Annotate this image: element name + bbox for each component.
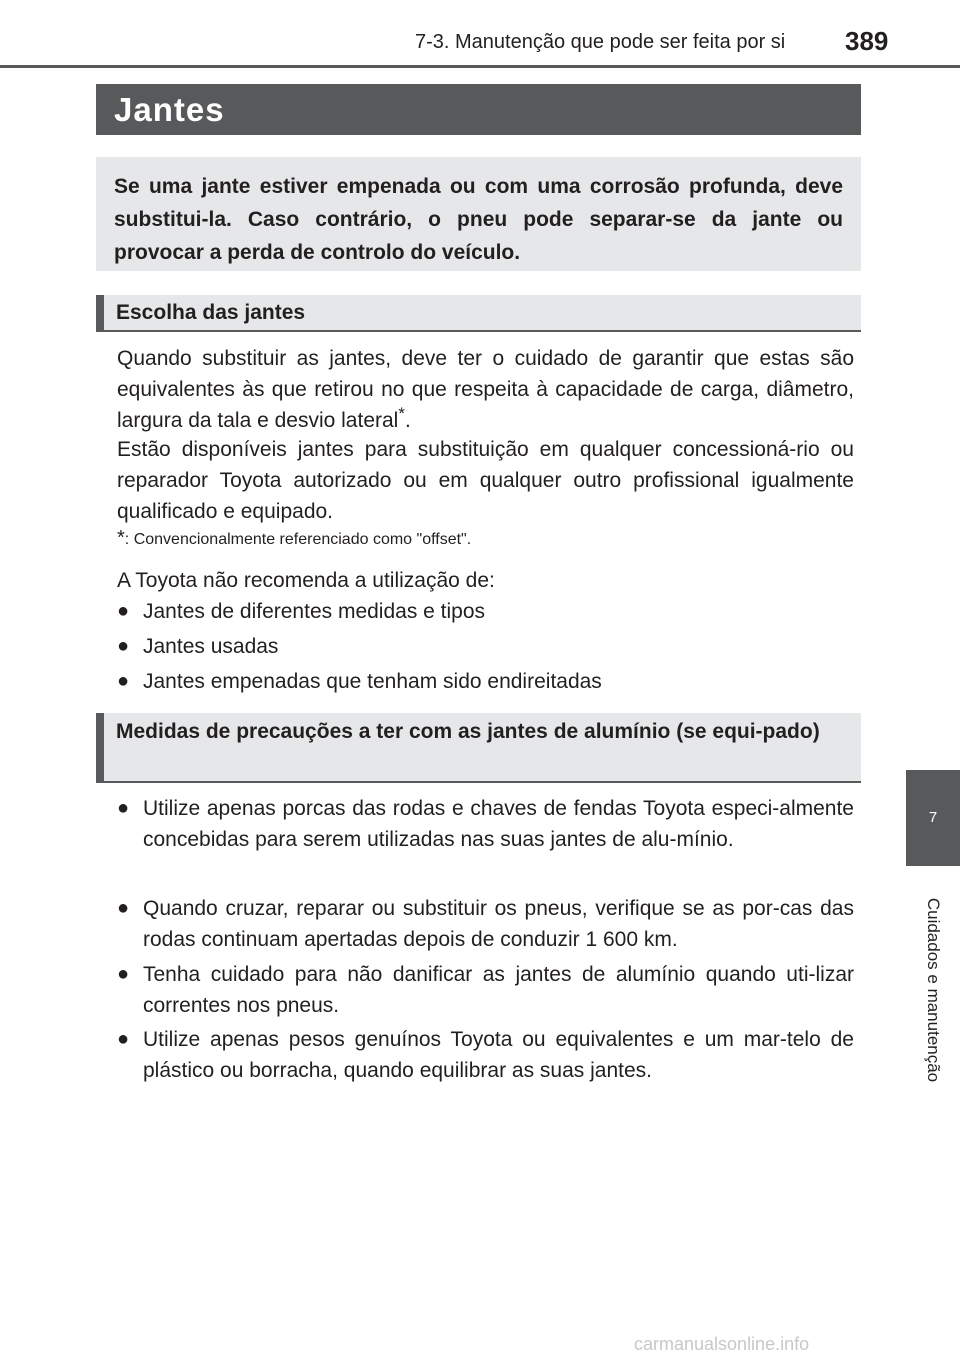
section-heading-wheel-choice: Escolha das jantes [96, 295, 861, 332]
list-item [117, 631, 854, 662]
list-item-text: Quando cruzar, reparar ou substituir os pneus, verifique se as por-cas das rodas continuam apertadas depois de conduzir 1 600 km. [143, 897, 854, 951]
list-item-text: Utilize apenas porcas das rodas e chaves de fendas Toyota especi-almente concebidas para serem utilizadas nas suas jantes de alu-mínio. [143, 797, 854, 851]
list-item [117, 959, 854, 1021]
list-item-text: Jantes de diferentes medidas e tipos [143, 600, 486, 623]
footnote [117, 527, 854, 551]
list-item [117, 596, 854, 627]
footnote-asterisk: * [117, 527, 125, 549]
section-reference: 7-3. Manutenção que pode ser feita por si [415, 31, 786, 53]
recommendation-lead: A Toyota não recomenda a utilização de: [117, 569, 495, 592]
list-item-text: Utilize apenas pesos genuínos Toyota ou equivalentes e um mar-telo de plástico ou borracha, quando equilibrar as suas jantes. [143, 1028, 854, 1082]
intro-box: Se uma jante estiver empenada ou com uma corrosão profunda, deve substitui-la. Caso contrário, o pneu pode separar-se da jante ou provocar a perda de controlo do veículo. [96, 157, 861, 271]
bullet-icon: ● [117, 635, 130, 657]
list-item [117, 793, 854, 855]
paragraph-period: . [404, 409, 411, 432]
list-item [117, 893, 854, 955]
list-item [117, 666, 854, 697]
page-title-bar [96, 84, 861, 135]
list-item [117, 1024, 854, 1086]
list-item-text: Tenha cuidado para não danificar as jantes de alumínio quando uti-lizar correntes nos pneus. [143, 963, 854, 1017]
footnote-text: : Convencionalmente referenciado como "offset". [124, 531, 472, 548]
footnote-marker: * [398, 404, 405, 423]
paragraph-text: Quando substituir as jantes, deve ter o cuidado de garantir que estas são equivalentes às que retirou no que respeita à capacidade de carga, diâmetro, largura da tala e desvio lateral [117, 347, 854, 432]
chapter-label: Cuidados e manutenção [924, 897, 943, 1083]
bullet-icon: ● [117, 600, 130, 622]
chapter-tab: 7 [906, 770, 960, 866]
section-heading-aluminium-precautions: Medidas de precauções a ter com as jantes de alumínio (se equi-pado) [96, 713, 861, 783]
header-rule [0, 65, 960, 68]
paragraph-availability: Estão disponíveis jantes para substituição em qualquer concessioná-rio ou reparador Toyota autorizado ou em qualquer outro profissional igualmente qualificado e equipado. [117, 438, 854, 523]
page-number: 389 [845, 26, 889, 56]
bullet-icon: ● [117, 670, 130, 692]
list-item-text: Jantes usadas [143, 635, 279, 658]
bullet-icon: ● [117, 897, 130, 919]
running-header [0, 0, 960, 66]
list-item-text: Jantes empenadas que tenham sido endireitadas [143, 670, 602, 693]
page-title: Jantes [114, 91, 225, 128]
bullet-icon: ● [117, 1028, 130, 1050]
paragraph-wheel-equivalence [117, 343, 854, 436]
bullet-icon: ● [117, 797, 130, 819]
watermark: carmanualsonline.info [634, 1334, 810, 1354]
bullet-icon: ● [117, 963, 130, 985]
